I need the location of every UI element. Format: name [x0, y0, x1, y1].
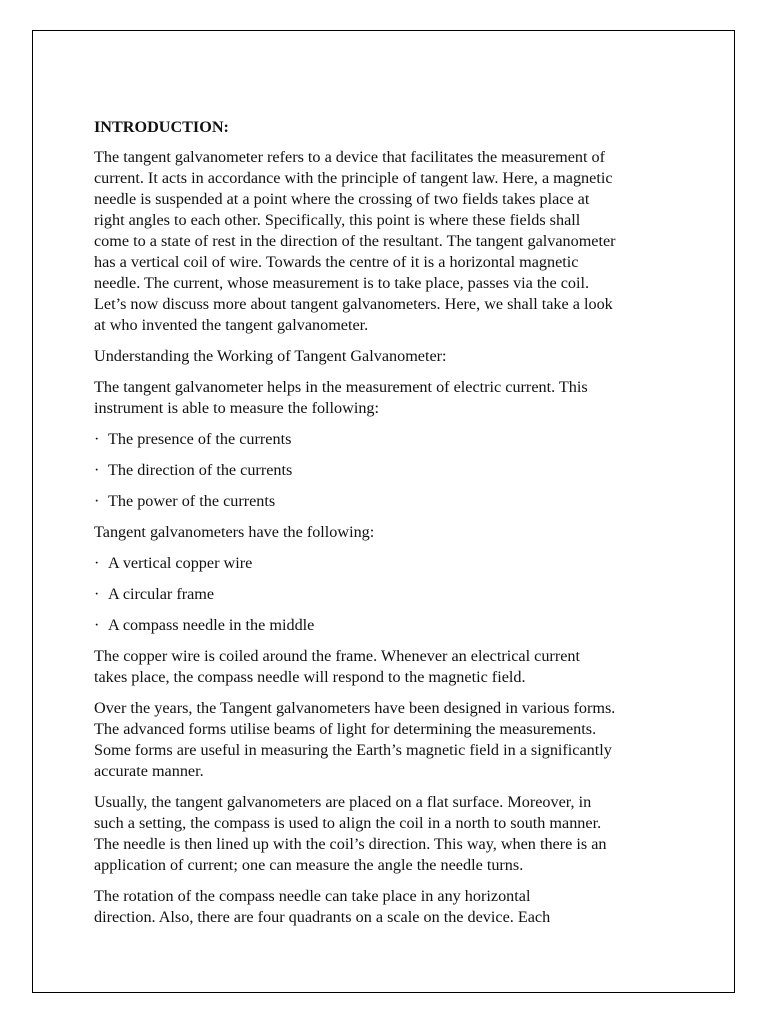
- paragraph-have-intro: [94, 522, 694, 543]
- list-item: [94, 553, 694, 574]
- text-line: Understanding the Working of Tangent Galvanometer:: [94, 347, 447, 365]
- list-item: [94, 460, 694, 481]
- list-item: [94, 491, 694, 512]
- list-item-text: A circular frame: [108, 585, 215, 603]
- text-line: The advanced forms utilise beams of light for determining the measurements.: [94, 720, 597, 738]
- text-line: The needle is then lined up with the coil’s direction. This way, when there is an: [94, 835, 607, 853]
- text-line: current. It acts in accordance with the principle of tangent law. Here, a magnetic: [94, 169, 613, 187]
- paragraph-subheading: [94, 346, 694, 367]
- text-line: takes place, the compass needle will respond to the magnetic field.: [94, 668, 526, 686]
- text-line: The tangent galvanometer helps in the measurement of electric current. This: [94, 378, 588, 396]
- text-line: such a setting, the compass is used to align the coil in a north to south manner.: [94, 814, 602, 832]
- paragraph-forms: [94, 698, 694, 782]
- text-line: come to a state of rest in the direction of the resultant. The tangent galvanometer: [94, 232, 616, 250]
- text-line: right angles to each other. Specifically, this point is where these fields shall: [94, 211, 581, 229]
- paragraph-placement: [94, 792, 694, 876]
- text-line: Let’s now discuss more about tangent galvanometers. Here, we shall take a look: [94, 295, 613, 313]
- list-item-text: The presence of the currents: [108, 430, 292, 448]
- text-line: needle is suspended at a point where the crossing of two fields takes place at: [94, 190, 590, 208]
- paragraph-intro: [94, 147, 694, 336]
- bullet-icon: ·: [94, 430, 100, 448]
- bullet-icon: ·: [94, 616, 100, 634]
- list-item: [94, 584, 694, 605]
- text-line: Over the years, the Tangent galvanometers have been designed in various forms.: [94, 699, 616, 717]
- bullet-icon: ·: [94, 461, 100, 479]
- list-item-text: The power of the currents: [108, 492, 276, 510]
- document-content: [94, 117, 694, 938]
- text-line: direction. Also, there are four quadrants on a scale on the device. Each: [94, 908, 551, 926]
- list-item: [94, 615, 694, 636]
- list-item-text: The direction of the currents: [108, 461, 293, 479]
- list-item-text: A compass needle in the middle: [108, 616, 315, 634]
- text-line: has a vertical coil of wire. Towards the centre of it is a horizontal magnetic: [94, 253, 579, 271]
- paragraph-measure-intro: [94, 377, 694, 419]
- text-line: Usually, the tangent galvanometers are placed on a flat surface. Moreover, in: [94, 793, 592, 811]
- document-page: [32, 30, 735, 993]
- text-line: needle. The current, whose measurement is to take place, passes via the coil.: [94, 274, 590, 292]
- text-line: The tangent galvanometer refers to a device that facilitates the measurement of: [94, 148, 606, 166]
- text-line: application of current; one can measure the angle the needle turns.: [94, 856, 524, 874]
- bullet-icon: ·: [94, 554, 100, 572]
- text-line: Some forms are useful in measuring the Earth’s magnetic field in a significantly: [94, 741, 612, 759]
- list-item-text: A vertical copper wire: [108, 554, 253, 572]
- text-line: instrument is able to measure the following:: [94, 399, 380, 417]
- bullet-icon: ·: [94, 585, 100, 603]
- section-heading: INTRODUCTION:: [94, 118, 229, 136]
- text-line: Tangent galvanometers have the following:: [94, 523, 375, 541]
- bullet-icon: ·: [94, 492, 100, 510]
- text-line: at who invented the tangent galvanometer.: [94, 316, 369, 334]
- list-item: [94, 429, 694, 450]
- text-line: The copper wire is coiled around the frame. Whenever an electrical current: [94, 647, 580, 665]
- text-line: accurate manner.: [94, 762, 204, 780]
- text-line: The rotation of the compass needle can take place in any horizontal: [94, 887, 531, 905]
- paragraph-copper-wire: [94, 646, 694, 688]
- paragraph-rotation: [94, 886, 694, 928]
